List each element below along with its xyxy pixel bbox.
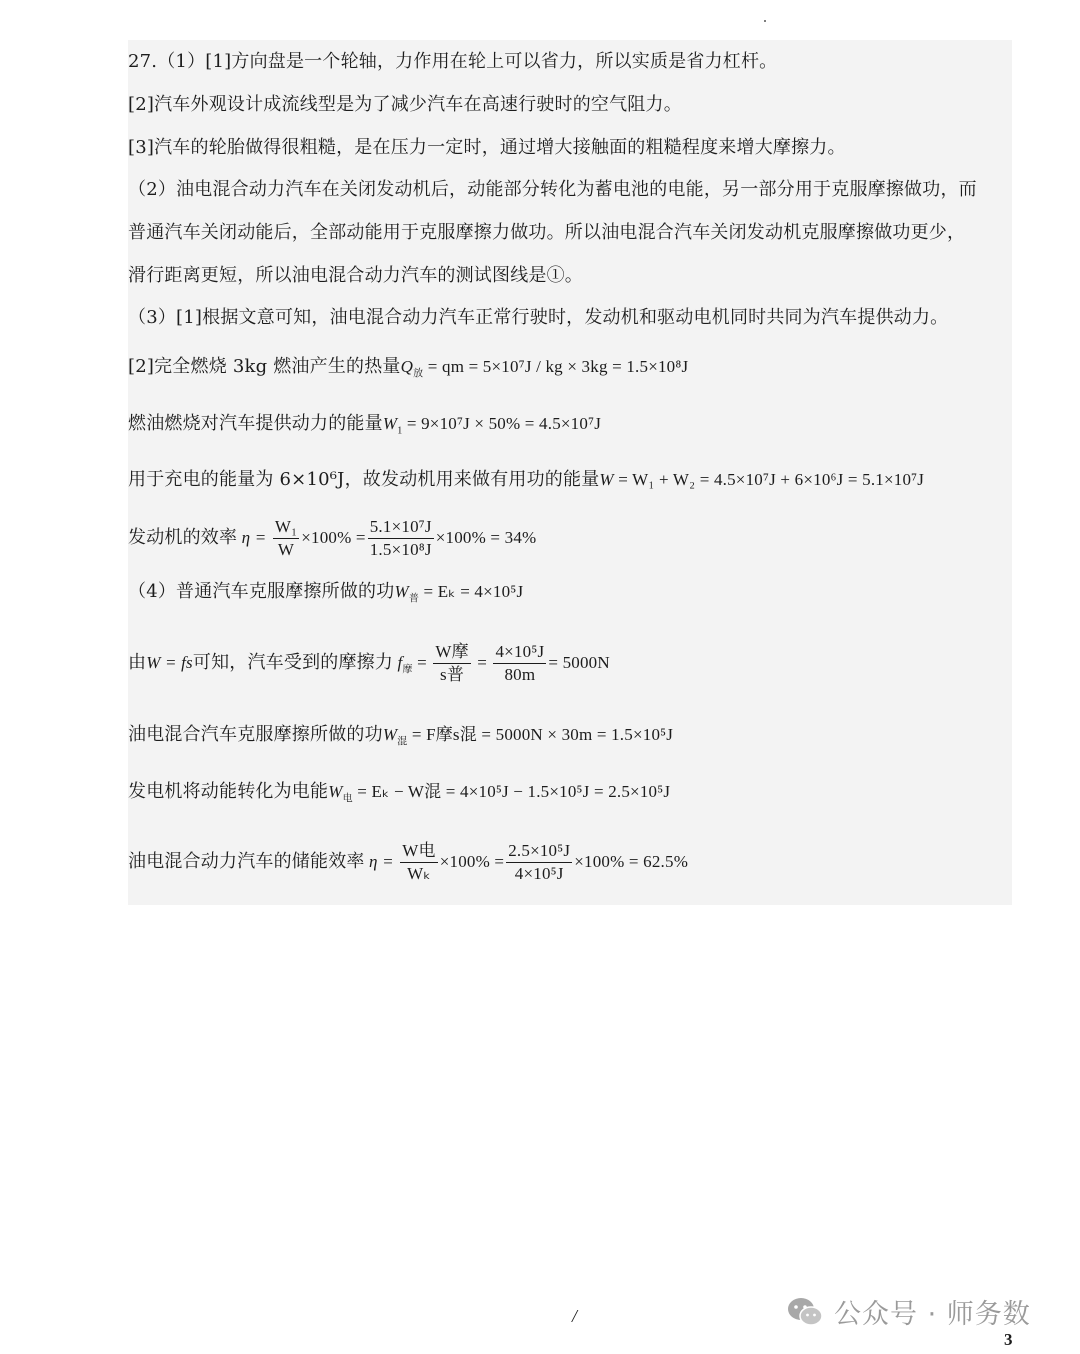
useful-work-text: 用于充电的能量为 6×10⁶J，故发动机用来做有用功的能量 [128, 469, 600, 490]
answer-line-4: （2）油电混合动力汽车在关闭发动机后，动能部分转化为蓄电池的电能，另一部分用于克服摩擦做功，而 [128, 179, 977, 200]
answer-line-7: （3）[1]根据文意可知，油电混合动力汽车正常行驶时，发动机和驱动电机同时共同为汽车提供动力。 [128, 307, 949, 328]
friction-work-line: （4）普通汽车克服摩擦所做的功$W_普 = E_k = 4\times 10^5J$ [128, 581, 524, 605]
engine-efficiency-mid: ×100% = [301, 528, 366, 547]
answer-line-2: [2]汽车外观设计成流线型是为了减少汽车在高速行驶时的空气阻力。 [128, 94, 682, 115]
friction-work-text: （4）普通汽车克服摩擦所做的功 [128, 581, 395, 602]
answer-line-6: 滑行距离更短，所以油电混合动力汽车的测试图线是①。 [128, 265, 583, 286]
page-number: 3 [1004, 1330, 1013, 1349]
friction-force-text-2: 可知，汽车受到的摩擦力 [192, 652, 394, 673]
useful-work-line: 用于充电的能量为 6×10⁶J，故发动机用来做有用功的能量W = W₁ + W₂ = 4.5×10⁷J + 6×10⁶J = 5.1×10⁷J [128, 469, 925, 490]
storage-efficiency-mid: ×100% = [439, 852, 505, 871]
friction-force-result: = 5000N [548, 653, 610, 672]
engine-efficiency-fraction-1: $\frac{\text{W₁}}{W}$ [274, 516, 298, 559]
scan-speck [764, 20, 766, 22]
friction-work-math: = Eₖ = 4×10⁵J [419, 582, 524, 601]
heat-text: [2]完全燃烧 3kg 燃油产生的热量 [128, 356, 401, 377]
friction-force-line: 由W = fs可知，汽车受到的摩擦力 $f_摩$ = $\frac{\text{W摩}}{\text{s普}}$ = $\frac{\text{4×10⁵J}}{80m}$ = 5000N [128, 641, 610, 684]
useful-work-math: = W₁ + W₂ = 4.5×10⁷J + 6×10⁶J = 5.1×10⁷J [613, 470, 925, 489]
answer-line-3: [3]汽车的轮胎做得很粗糙，是在压力一定时，通过增大接触面的粗糙程度来增大摩擦力。 [128, 137, 846, 158]
electric-energy-math: = Eₖ − W混 = 4×10⁵J − 1.5×10⁵J = 2.5×10⁵J [352, 782, 671, 801]
engine-efficiency-line: 发动机的效率 η = $\frac{\text{W₁}}{W}$ ×100% = $\frac{\text{5.1×10⁷J}}{\text{1.5×10⁸J}}$ ×100% = 34% [128, 516, 537, 559]
hybrid-friction-work-text: 油电混合汽车克服摩擦所做的功 [128, 724, 383, 745]
heat-equation-line: [2]完全燃烧 3kg 燃油产生的热量$Q_放$ = qm = 5×10⁷J / kg × 3kg = 1.5×10⁸J [128, 356, 689, 380]
engine-efficiency-fraction-2: $\frac{\text{5.1×10⁷J}}{\text{1.5×10⁸J}}$ [369, 516, 432, 559]
storage-efficiency-text: 油电混合动力汽车的储能效率 [128, 851, 365, 872]
answer-line-1: 27.（1）[1]方向盘是一个轮轴，力作用在轮上可以省力，所以实质是省力杠杆。 [128, 51, 778, 72]
electric-energy-line: 发电机将动能转化为电能$W_电 = E_k - W$混 = 4×10⁵J − 1.5×10⁵J = 2.5×10⁵J [128, 781, 671, 805]
power-energy-math: = 9×10⁷J × 50% = 4.5×10⁷J [402, 414, 602, 433]
engine-efficiency-result: ×100% = 34% [435, 528, 537, 547]
wechat-watermark [786, 1292, 1031, 1331]
friction-force-fraction-1: $\frac{\text{W摩}}{\text{s普}}$ [435, 641, 469, 684]
power-energy-text: 燃油燃烧对汽车提供动力的能量 [128, 413, 383, 434]
hybrid-friction-work-math: = F摩s混 = 5000N × 30m = 1.5×10⁵J [407, 725, 674, 744]
storage-efficiency-fraction-1: $\frac{\text{W电}}{\text{Wₖ}}$ [402, 840, 436, 883]
storage-efficiency-line: 油电混合动力汽车的储能效率 η = $\frac{\text{W电}}{\text{Wₖ}}$ ×100% = $\frac{\text{2.5×10⁵J}}{\text{4×10⁵J}}$ ×100% = 62.5% [128, 840, 689, 883]
engine-efficiency-text: 发动机的效率 [128, 527, 238, 548]
friction-force-fraction-2: $\frac{\text{4×10⁵J}}{80m}$ [495, 641, 545, 684]
page-slash-mark: / [572, 1306, 578, 1326]
electric-energy-text: 发电机将动能转化为电能 [128, 781, 329, 802]
storage-efficiency-result: ×100% = 62.5% [574, 852, 689, 871]
heat-math: = qm = 5×10⁷J / kg × 3kg = 1.5×10⁸J [423, 357, 689, 376]
friction-force-formula: W = fs [146, 653, 193, 672]
friction-force-text-1: 由 [128, 652, 147, 673]
hybrid-friction-work-line: 油电混合汽车克服摩擦所做的功$W_混 = F$摩s混 = 5000N × 30m = 1.5×10⁵J [128, 724, 674, 748]
storage-efficiency-fraction-2: $\frac{\text{2.5×10⁵J}}{\text{4×10⁵J}}$ [508, 840, 571, 883]
watermark-text: 公众号 · 师务数 [834, 1299, 1031, 1330]
wechat-icon [786, 1296, 824, 1328]
answer-line-5: 普通汽车关闭动能后，全部动能用于克服摩擦力做功。所以油电混合汽车关闭发动机克服摩擦做功更少， [128, 222, 966, 243]
power-energy-line: 燃油燃烧对汽车提供动力的能量$W_1 = 9\times 10^7J \times 50\% = 4.5\times 10^7J$ [128, 413, 602, 437]
